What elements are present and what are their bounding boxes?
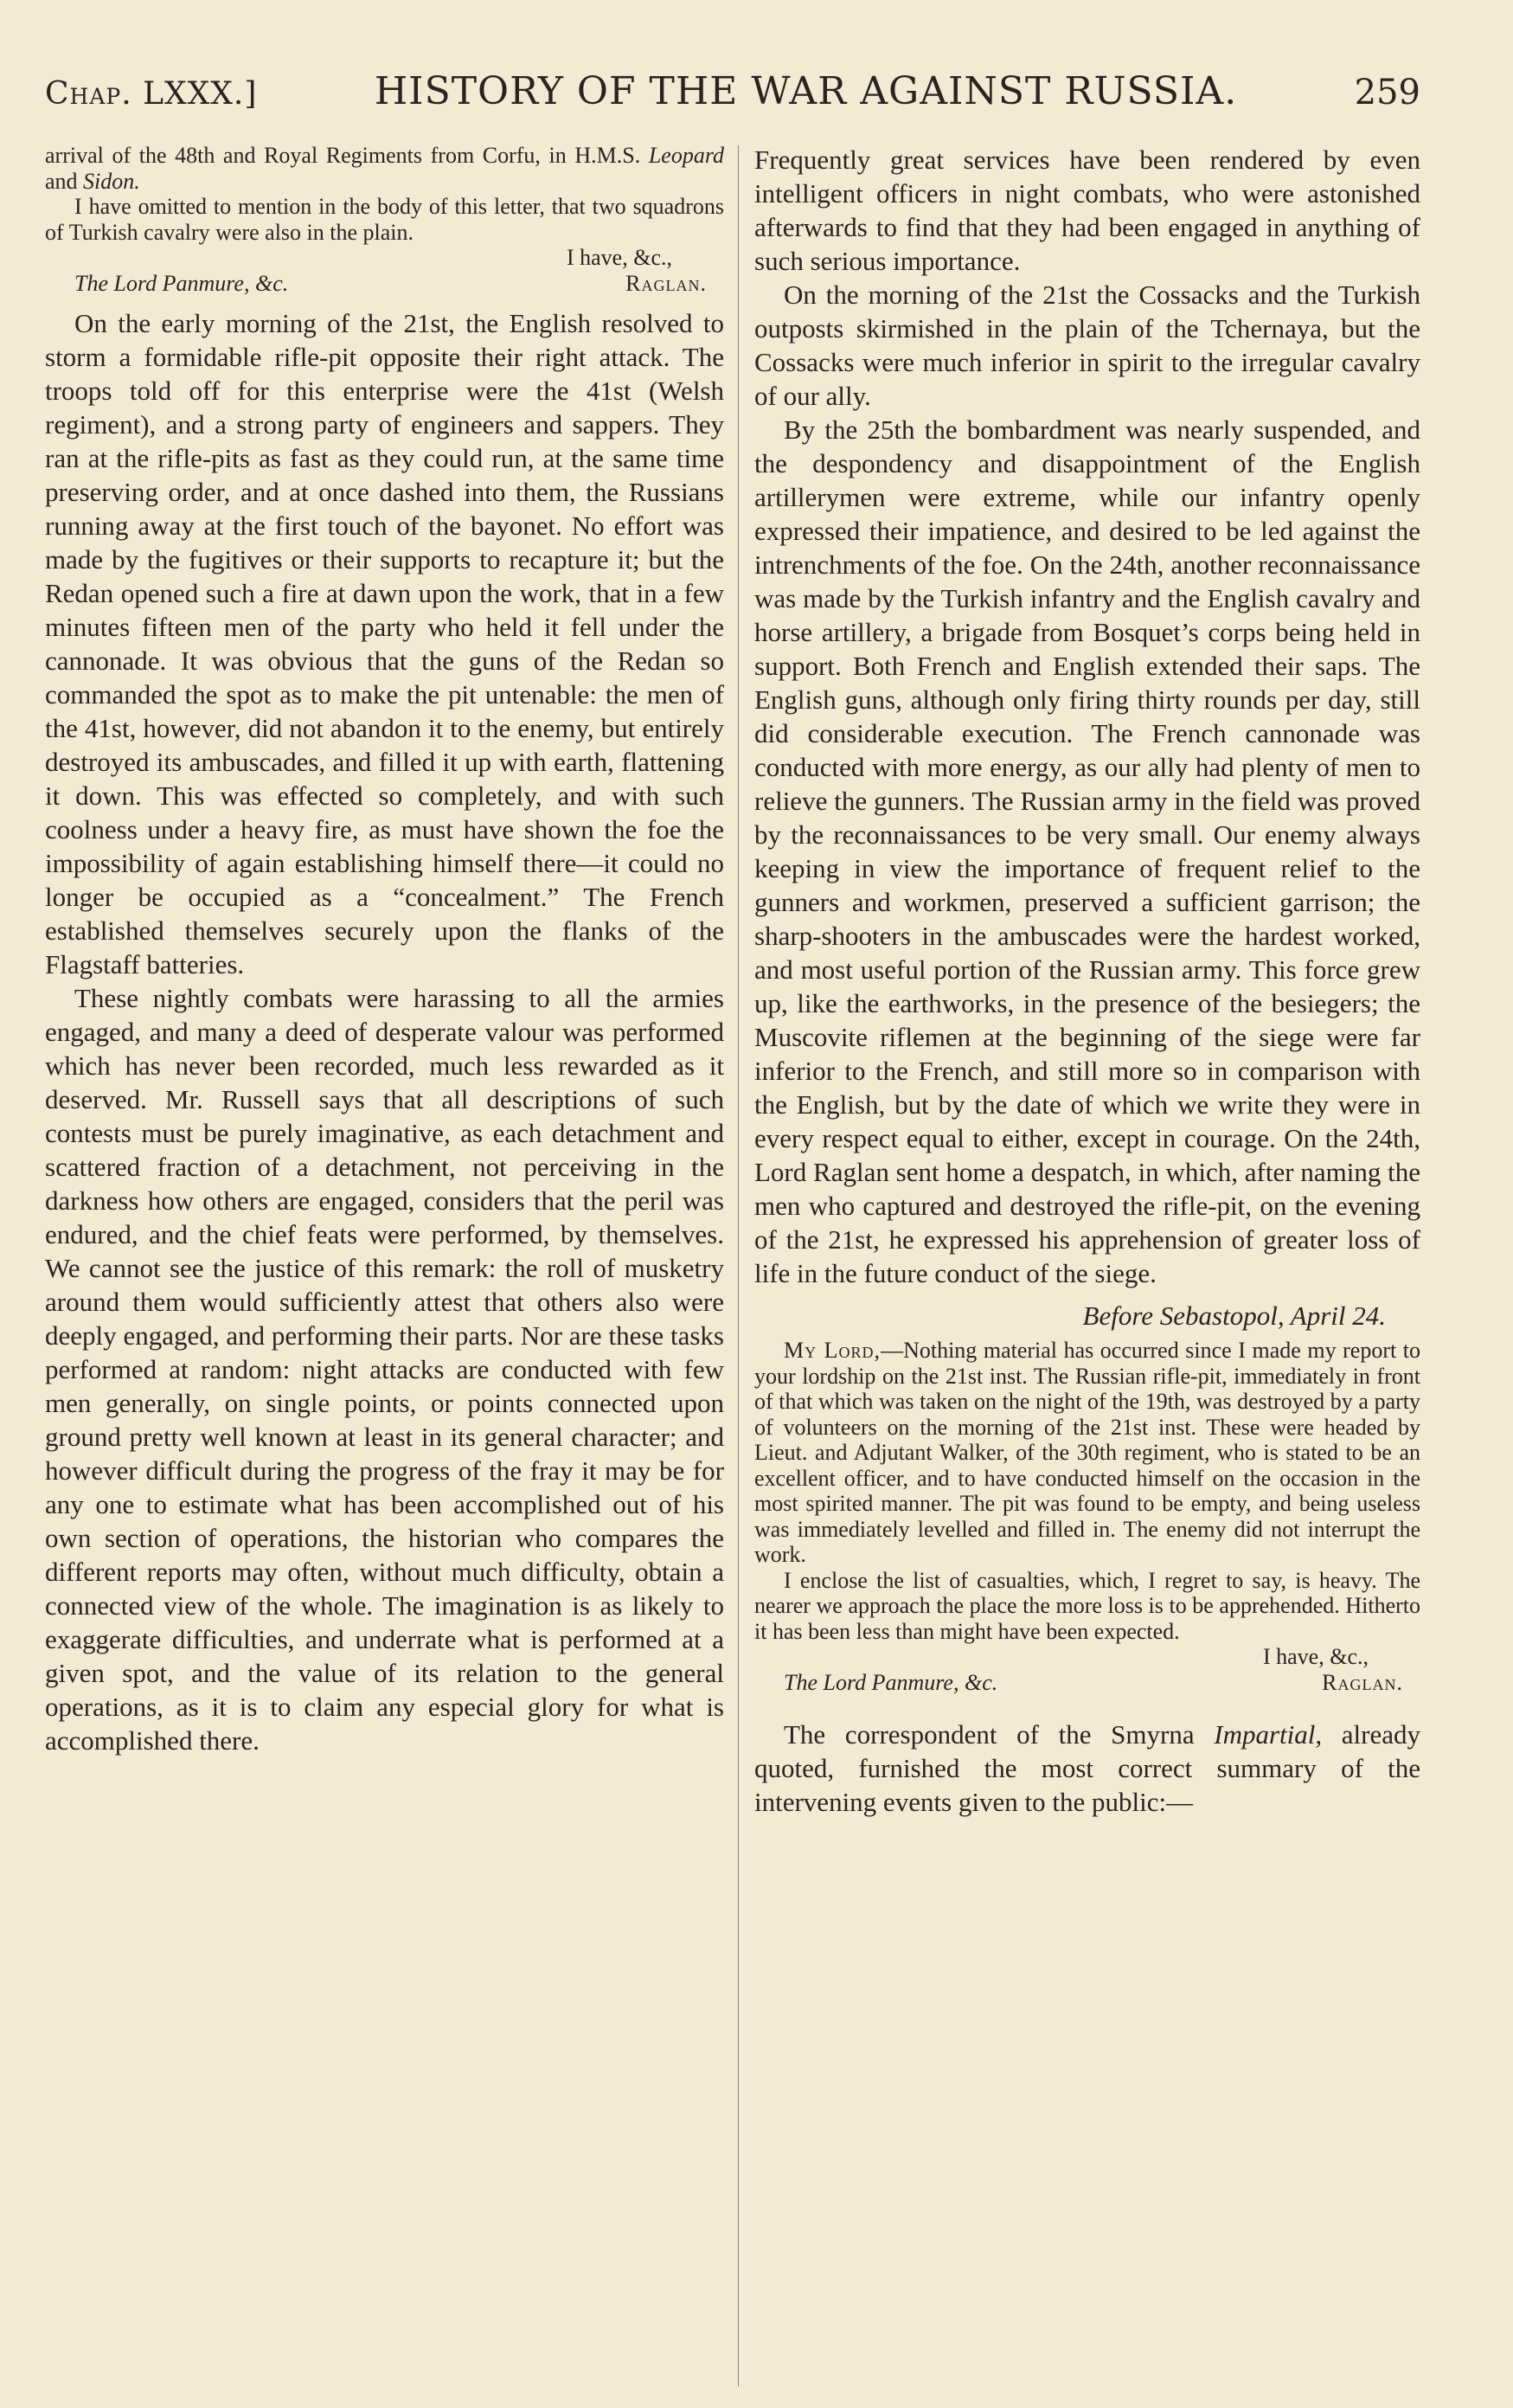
paragraph-officers: Frequently great services have been rendered by even intelligent officers in night combats, who were astonished afterwards to find that they had been engaged in anything of such serious importance. (754, 144, 1420, 276)
running-header (45, 69, 1420, 130)
paragraph-bombardment: By the 25th the bombardment was nearly suspended, and the despondency and disappointment of the English artillerymen were extreme, while our infantry openly expressed their impatience, and desired to be led against the intrenchments of the foe. On the 24th, another reconnaissance was made by the Turkish infantry and the English cavalry and horse artillery, a brigade from Bosquet’s corps being held in support. Both French and English extended their saps. The English guns, although only firing thirty rounds per day, still did considerable execution. The French cannonade was conducted with more energy, as our ally had plenty of men to relieve the gunners. The Russian army in the field was proved by the reconnaissances to be very small. Our enemy always keeping in view the importance of frequent relief to the gunners and workmen, preserved a sufficient garrison; the sharp-shooters in the ambuscades were the hardest worked, and most useful portion of the Russian army. This force grew up, like the earthworks, in the presence of the besiegers; the Muscovite riflemen at the beginning of the siege were far inferior to the French, and still more so in comparison with the English, but by the date of which we write they were in every respect equal to either, except in courage. On the 24th, Lord Raglan sent home a despatch, in which, after naming the men who captured and destroyed the rifle-pit, on the evening of the 21st, he expressed his apprehension of greater loss of life in the future conduct of the siege. (754, 414, 1420, 1288)
despatch-dateline: Before Sebastopol, April 24. (1082, 1300, 1386, 1331)
despatch-casualties: I enclose the list of casualties, which, I regret to say, is heavy. The nearer we approach the place the more loss is to be apprehended. Hitherto it has been less than might have been expected. (754, 1567, 1420, 1644)
despatch-body: My Lord,—Nothing material has occurred since I made my report to your lordship on the 21st inst. The Russian rifle-pit, immediately in front of that which was taken on the night of the 19th, was destroyed by a party of volunteers on the morning of the 21st inst. These were headed by Lieut. and Adjutant Walker, of the 30th regiment, who is stated to be an excellent officer, and to have conducted himself on the occasion in the most spirited manner. The pit was found to be empty, and being useless was immediately levelled and filled in. The enemy did not interrupt the work. (754, 1338, 1420, 1567)
running-title: HISTORY OF THE WAR AGAINST RUSSIA. (374, 69, 1238, 113)
paragraph-cossacks: On the morning of the 21st the Cossacks and the Turkish outposts skirmished in the plain of the Tchernaya, but the Cossacks were much inferior in spirit to the irregular cavalry of our ally. (754, 279, 1420, 411)
letter-end: arrival of the 48th and Royal Regiments from Corfu, in H.M.S. Leopard and Sidon. (45, 143, 724, 194)
column-divider (738, 145, 739, 2386)
letter-signoff: The Lord Panmure, &c. Raglan. (74, 270, 707, 296)
despatch-closing: I have, &c., (1262, 1644, 1369, 1669)
left-column (45, 143, 724, 1757)
paragraph-rifle-pit: On the early morning of the 21st, the English resolved to storm a formidable rifle-pit opposite their right attack. The troops told off for this enterprise were the 41st (Welsh regiment), and a strong party of engineers and sappers. They ran at the rifle-pits as fast as they could run, at the same time preserving order, and at once dashed into them, the Russians running away at the first touch of the bayonet. No effort was made by the fugitives or their supports to recapture it; but the Redan opened such a fire at dawn upon the work, that in a few minutes fifteen men of the party who held it fell under the cannonade. It was obvious that the guns of the Redan so commanded the spot as to make the pit untenable: the men of the 41st, however, did not abandon it to the enemy, but entirely destroyed its ambuscades, and filled it up with earth, flattening it down. This was effected so completely, and with such coolness under a heavy fire, as must have shown the foe the impossibility of again establishing himself there—it could no longer be occupied as a “concealment.” The French established themselves securely upon the flanks of the Flagstaff batteries. (45, 308, 724, 979)
right-column (754, 143, 1420, 1819)
spacer (45, 296, 724, 306)
page-number: 259 (1354, 73, 1420, 112)
paragraph-night-combats: These nightly combats were harassing to all the armies engaged, and many a deed of desperate valour was performed which has never been recorded, much less rewarded as it deserved. Mr. Russell says that all descriptions of such contests must be purely imaginative, as each detachment and scattered fraction of a detachment, not perceiving in the darkness how others are engaged, considers that the peril was endured, and the chief feats were performed, by themselves. We cannot see the justice of this remark: the roll of musketry around them would sufficiently attest that others also were deeply engaged, and performing their parts. Nor are these tasks performed at random: night attacks are conducted with few men generally, on single points, or points connected upon ground pretty well known at least in its general character; and however difficult during the progress of the fray it may be for any one to estimate what has been accomplished out of his own section of operations, the historian who compares the different reports may often, without much difficulty, obtain a connected view of the whole. The imagination is as likely to exaggerate difficulties, and underrate what is performed at a given spot, and the value of its relation to the general operations, as it is to claim any especial glory for what is accomplished there. (45, 983, 724, 1756)
spacer (754, 1695, 1420, 1718)
paragraph-smyrna: The correspondent of the Smyrna Impartial, already quoted, furnished the most correct summary of the intervening events given to the public:— (754, 1719, 1421, 1817)
despatch-signoff: The Lord Panmure, &c. Raglan. (784, 1669, 1403, 1695)
letter-postscript: I have omitted to mention in the body of this letter, that two squadrons of Turkish cavalry were also in the plain. (45, 194, 724, 245)
letter-closing: I have, &c., (566, 245, 672, 270)
chapter-label: Chap. LXXX.] (45, 76, 258, 112)
